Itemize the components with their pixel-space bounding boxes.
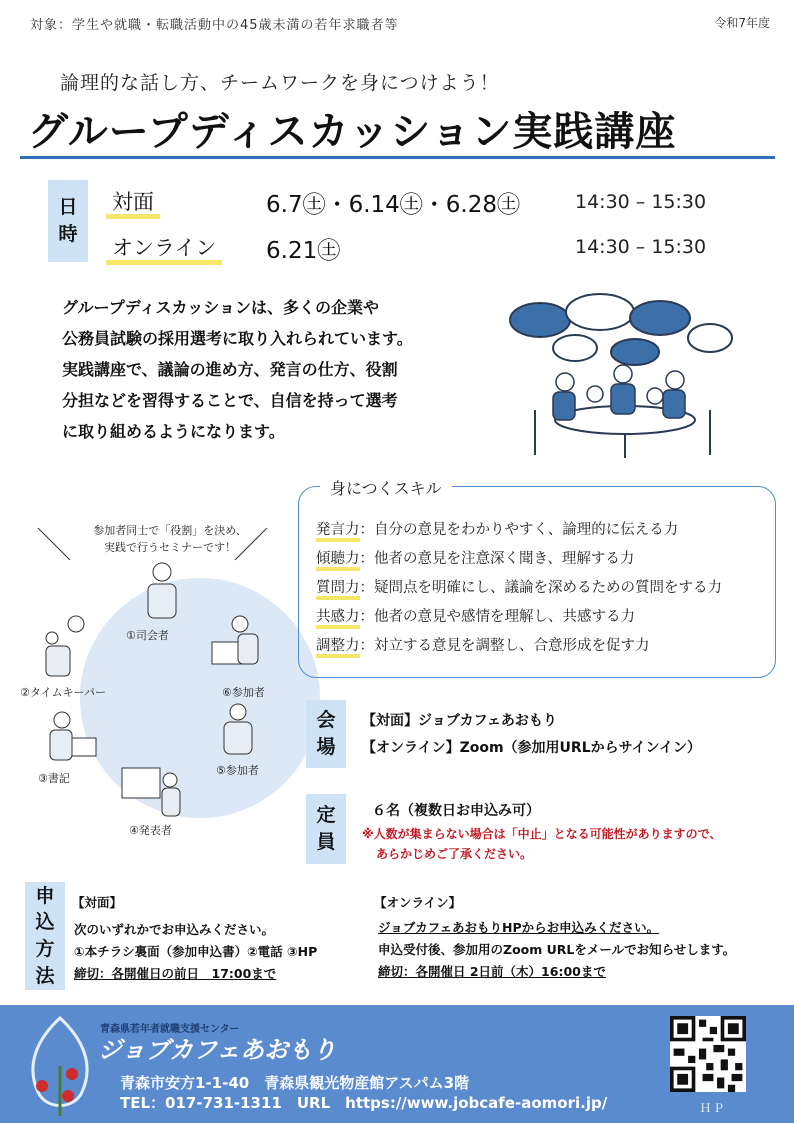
participant6-figure: [208, 612, 268, 672]
role-moderator: ①司会者: [126, 629, 169, 642]
intro-text: [62, 292, 492, 447]
footer-address: 青森市安方1-1-40 青森県観光物産館アスパム3階: [120, 1074, 470, 1092]
role-participant6: ⑥参加者: [222, 686, 265, 699]
schedule-time-online: 14:30 – 15:30: [575, 236, 707, 258]
apply-inperson-head: 【対面】: [72, 895, 123, 910]
target-audience: 対象：学生や就職・転職活動中の45歳未満の若年求職者等: [30, 18, 399, 33]
apply-tag-char: 法: [35, 964, 55, 987]
fiscal-year: 令和7年度: [714, 16, 770, 30]
venue-tag-char: 場: [316, 736, 336, 758]
skill-row: 発言力：自分の意見をわかりやすく、論理的に伝える力: [316, 518, 678, 539]
subtitle: 論理的な話し方、チームワークを身につけよう！: [60, 72, 500, 94]
capacity-note-1: ※人数が集まらない場合は「中止」となる可能性がありますので、: [362, 827, 722, 841]
intro-line: 公務員試験の採用選考に取り入れられています。: [62, 329, 413, 348]
schedule-tag-char: 日: [58, 196, 78, 219]
venue-tag: [306, 700, 346, 768]
roles-circle: [80, 578, 320, 818]
schedule-tag-char: 時: [58, 223, 78, 245]
intro-line: グループディスカッションは、多くの企業や: [62, 298, 379, 317]
capacity-tag-char: 定: [316, 804, 336, 827]
role-secretary: ③書記: [38, 772, 70, 785]
apply-online-head: 【オンライン】: [374, 895, 462, 910]
apply-tag-char: 込: [35, 911, 55, 934]
roles-bubble-line: 参加者同士で「役割」を決め、: [93, 524, 247, 537]
schedule-dates-online: 6.21㊏: [266, 238, 341, 264]
venue-inperson: 【対面】ジョブカフェあおもり: [362, 713, 557, 729]
capacity-note-2: あらかじめご了承ください。: [376, 847, 533, 861]
intro-line: 実践講座で、議論の進め方、発言の仕方、役割: [62, 360, 398, 379]
apply-inperson-line2: ①本チラシ裏面（参加申込書）②電話 ③HP: [74, 944, 318, 959]
footer-name: ジョブカフェあおもり: [98, 1036, 337, 1064]
skill-row: 共感力：他者の意見や感情を理解し、共感する力: [316, 605, 635, 626]
apply-inperson-deadline: 締切：各開催日の前日 17:00まで: [74, 966, 277, 981]
skills-title: 身につくスキル: [320, 476, 452, 499]
capacity-tag-char: 員: [316, 831, 336, 853]
page-title: グループディスカッション実践講座: [28, 109, 677, 155]
apply-tag-char: 方: [35, 938, 55, 960]
schedule-label-online: オンライン: [106, 232, 222, 262]
roles-bubble: [70, 522, 270, 556]
skill-row: 調整力：対立する意見を調整し、合意形成を促す力: [316, 634, 650, 655]
presenter-figure: [118, 764, 184, 818]
apply-online-deadline: 締切：各開催日 2日前（木）16:00まで: [378, 964, 606, 979]
roles-bubble-line: 実践で行うセミナーです！: [104, 541, 236, 554]
intro-line: 分担などを習得することで、自信を持って選考: [62, 391, 398, 410]
hp-label: ＨＰ: [700, 1102, 726, 1115]
apply-tag-char: 申: [35, 884, 55, 907]
apply-online-line2: 申込受付後、参加用のZoom URLをメールでお知らせします。: [378, 942, 736, 957]
venue-online: 【オンライン】Zoom（参加用URLからサインイン）: [362, 740, 701, 756]
apply-inperson-line1: 次のいずれかでお申込みください。: [74, 922, 275, 937]
skill-row: 傾聴力：他者の意見を注意深く聞き、理解する力: [316, 547, 634, 568]
discussion-illustration: [505, 290, 735, 460]
role-timekeeper: ②タイムキーパー: [20, 686, 107, 699]
role-participant5: ⑤参加者: [216, 764, 259, 777]
schedule-tag: [48, 180, 88, 262]
participant5-figure: [210, 700, 266, 758]
footer-org: 青森県若年者就職支援センター: [100, 1024, 240, 1035]
secretary-figure: [44, 708, 100, 764]
skill-row: 質問力：疑問点を明確にし、議論を深めるための質問をする力: [316, 576, 722, 597]
jobcafe-logo-icon: [22, 1014, 98, 1118]
schedule-time-inperson: 14:30 – 15:30: [575, 191, 707, 213]
timekeeper-figure: [38, 614, 98, 680]
role-presenter: ④発表者: [129, 824, 172, 837]
apply-online-line1[interactable]: ジョブカフェあおもりHPからお申込みください。: [378, 920, 660, 935]
moderator-figure: [140, 560, 184, 620]
footer-contact[interactable]: TEL：017-731-1311 URL https://www.jobcafe-aomori.jp/: [120, 1094, 608, 1112]
title-divider: [20, 156, 775, 159]
schedule-label-inperson: 対面: [106, 186, 160, 216]
schedule-dates-inperson: 6.7㊏・6.14㊏・6.28㊏: [266, 192, 520, 218]
capacity-tag: [306, 794, 346, 864]
qr-code-icon[interactable]: [670, 1016, 746, 1092]
venue-tag-char: 会: [316, 709, 336, 732]
intro-line: に取り組めるようになります。: [62, 422, 285, 441]
apply-tag: [25, 882, 65, 990]
capacity-value: ６名（複数日お申込み可）: [372, 803, 540, 819]
